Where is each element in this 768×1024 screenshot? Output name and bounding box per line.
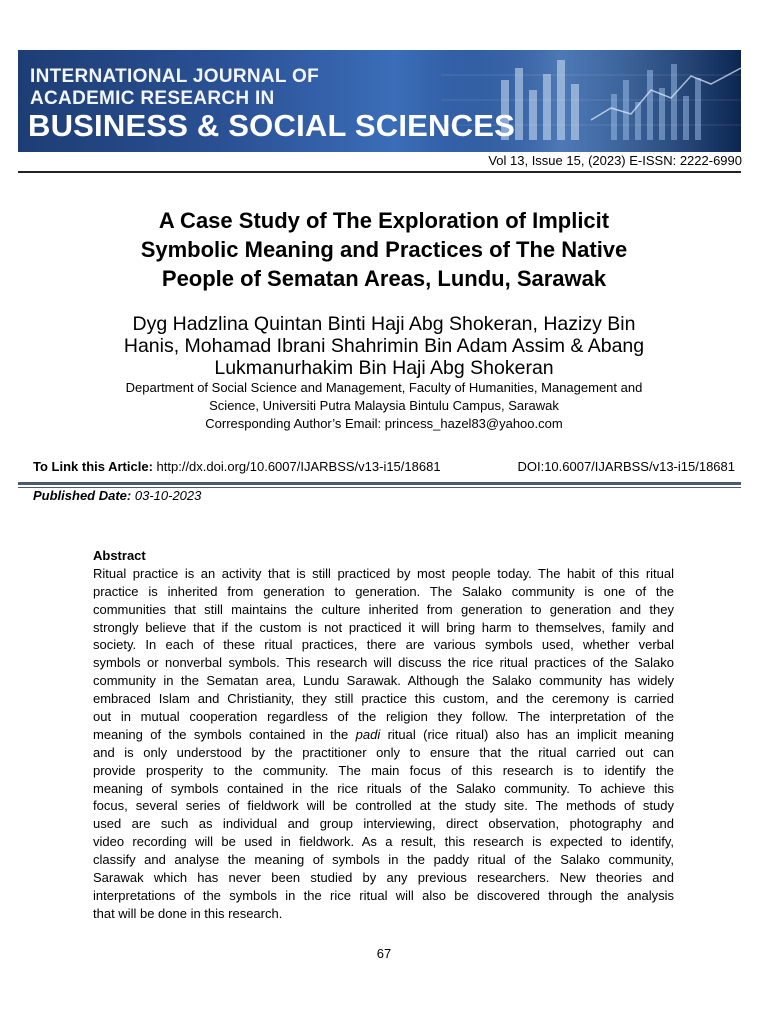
abstract-line: meaning of symbols contained in the rice rituals of the Salako community. To achieve this (93, 780, 674, 796)
abstract-line: society. In each of these ritual practices, there are various symbols used, whether verbal (93, 637, 674, 653)
journal-banner (18, 50, 741, 152)
abstract-line: communities that still maintains the culture inherited from generation to generation and they (93, 601, 674, 617)
article-link-url[interactable]: http://dx.doi.org/10.6007/IJARBSS/v13-i15/18681 (156, 459, 441, 474)
abstract-line: meaning of the symbols contained in the padi ritual (rice ritual) also has an implicit meaning (93, 726, 675, 742)
published-value: 03-10-2023 (134, 488, 202, 503)
article-link (33, 459, 441, 474)
abstract-line: used are such as individual and group interviewing, direct observation, photography and (93, 816, 674, 832)
abstract-line: community in the Sematan area, Lundu Sarawak. Although the Salako community has widely (93, 673, 674, 689)
issue-info: Vol 13, Issue 15, (2023) E-ISSN: 2222-6990 (488, 153, 742, 168)
abstract-line: that will be done in this research. (93, 905, 283, 921)
author-line: Lukmanurhakim Bin Haji Abg Shokeran (214, 357, 554, 379)
banner-line-3: BUSINESS & SOCIAL SCIENCES (28, 108, 515, 143)
paper-title (70, 206, 698, 293)
banner-line-1: INTERNATIONAL JOURNAL OF (30, 66, 320, 87)
abstract-line: video recording will be used in fieldwork. As a result, this research is expected to identify, (93, 834, 674, 850)
abstract-italic-term: padi (355, 726, 381, 742)
affiliation (80, 379, 688, 433)
header-rule (18, 171, 741, 173)
affiliation-line: Science, Universiti Putra Malaysia Bintulu Campus, Sarawak (209, 398, 559, 413)
section-rule-thick (18, 482, 741, 485)
article-link-label: To Link this Article: (33, 459, 153, 474)
author-line: Dyg Hadzlina Quintan Binti Haji Abg Shokeran, Hazizy Bin (132, 313, 636, 335)
article-link-row (33, 459, 735, 474)
author-line: Hanis, Mohamad Ibrani Shahrimin Bin Adam Assim & Abang (123, 335, 645, 357)
title-line: People of Sematan Areas, Lundu, Sarawak (161, 266, 607, 291)
abstract-line: out in mutual cooperation regardless of the religion they follow. The interpretation of the (93, 709, 674, 725)
abstract-line: symbols or nonverbal symbols. This research will discuss the rice ritual practices of the Salako (93, 655, 674, 671)
title-line: Symbolic Meaning and Practices of The Native (140, 237, 628, 262)
banner-line-2: ACADEMIC RESEARCH IN (30, 88, 275, 109)
published-label: Published Date: (33, 488, 132, 503)
affiliation-line: Department of Social Science and Management, Faculty of Humanities, Management and (125, 380, 643, 395)
abstract-line: Ritual practice is an activity that is still practiced by most people today. The habit of this ritual (93, 565, 674, 581)
abstract-line: focus, several series of fieldwork will be controlled at the study site. The methods of study (93, 798, 674, 814)
abstract-line: classify and analyse the meaning of symbols in the paddy ritual of the Salako community, (93, 852, 674, 868)
article-doi[interactable]: DOI:10.6007/IJARBSS/v13-i15/18681 (517, 459, 735, 474)
affiliation-line: Corresponding Author’s Email: princess_hazel83@yahoo.com (205, 416, 563, 431)
abstract-line: provide prosperity to the community. The main focus of this research is to identify the (93, 762, 674, 778)
abstract-line: practice is inherited from generation to generation. The Salako community is one of the (93, 583, 674, 599)
abstract-line: Sarawak which has never been studied by any previous researchers. New theories and (93, 870, 674, 886)
abstract-body (93, 565, 674, 923)
author-list (60, 313, 708, 379)
published-date (33, 488, 201, 503)
abstract-line: embraced Islam and Christianity, they still practice this custom, and the ceremony is carried (93, 691, 674, 707)
abstract-line: and is only understood by the practitioner only to ensure that the ritual carried out can (93, 744, 674, 760)
page-number: 67 (376, 946, 392, 961)
abstract-line: strongly believe that if the custom is not practiced it will bring harm to themselves, family and (93, 619, 674, 635)
abstract-heading: Abstract (93, 548, 146, 563)
abstract-line: interpretations of the symbols in the rice ritual will also be discovered through the analysis (93, 887, 674, 903)
title-line: A Case Study of The Exploration of Implicit (158, 208, 610, 233)
abstract-section (93, 547, 674, 923)
